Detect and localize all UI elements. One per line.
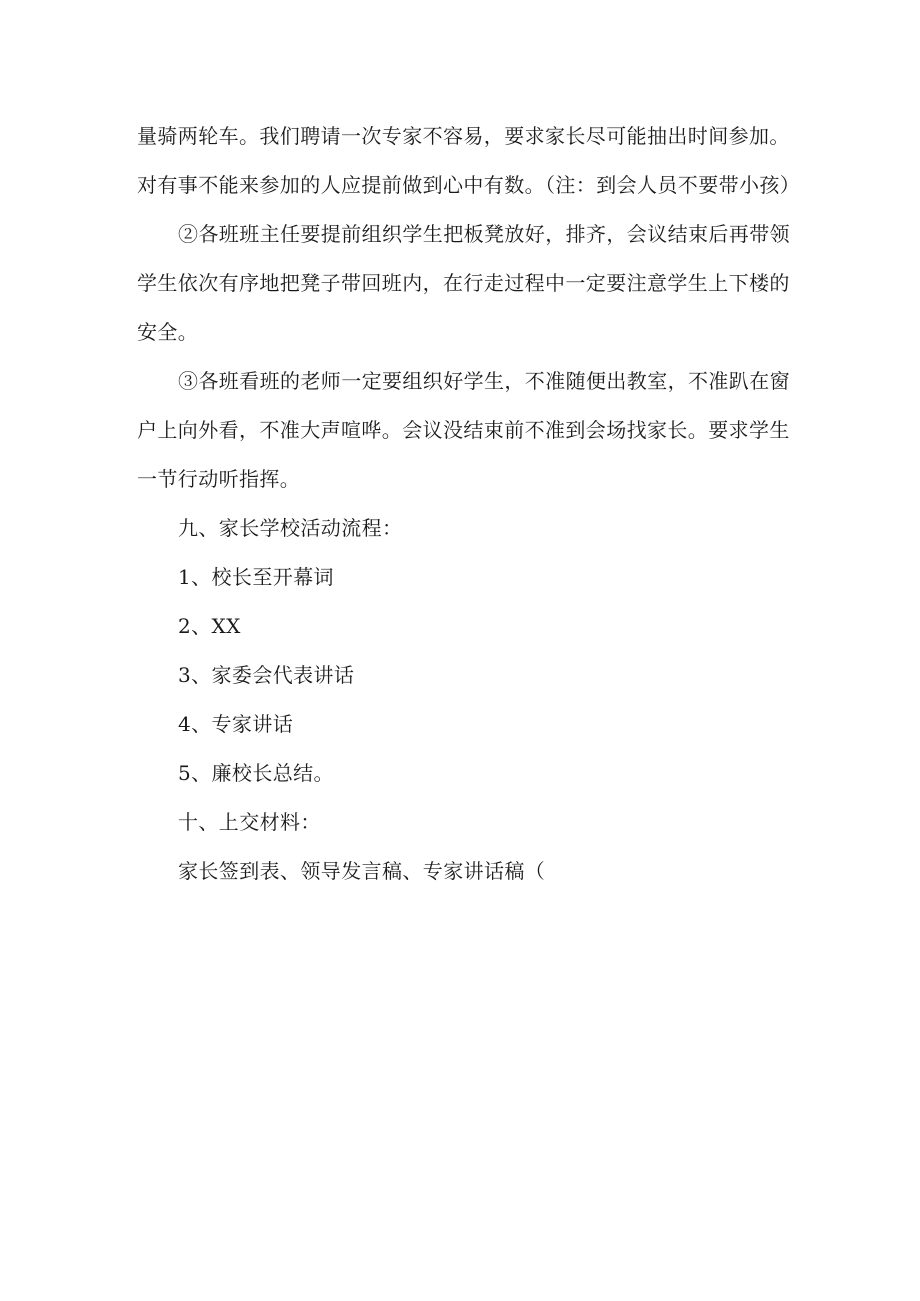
body-text-line: ②各班班主任要提前组织学生把板凳放好，排齐，会议结束后再带领	[178, 222, 790, 246]
body-text-line: 量骑两轮车。我们聘请一次专家不容易，要求家长尽可能抽出时间参加。	[137, 124, 790, 148]
body-text-line: 对有事不能来参加的人应提前做到心中有数。（注：到会人员不要带小孩）	[137, 173, 801, 197]
list-item: 1、校长至开幕词	[178, 565, 334, 589]
document-body	[137, 112, 801, 896]
body-text-line: 家长签到表、领导发言稿、专家讲话稿（	[178, 859, 546, 883]
body-text-line: 安全。	[137, 320, 199, 344]
body-text-line: 学生依次有序地把凳子带回班内，在行走过程中一定要注意学生上下楼的	[137, 271, 790, 295]
body-text-line: 户上向外看，不准大声喧哗。会议没结束前不准到会场找家长。要求学生	[137, 418, 790, 442]
section-heading: 十、上交材料：	[178, 810, 321, 834]
body-text-line: 一节行动听指挥。	[137, 467, 301, 491]
list-item: 4、专家讲话	[178, 712, 294, 736]
body-text-line: ③各班看班的老师一定要组织好学生，不准随便出教室，不准趴在窗	[178, 369, 790, 393]
section-heading: 九、家长学校活动流程：	[178, 516, 403, 540]
list-item: 2、XX	[178, 614, 241, 638]
list-item: 5、廉校长总结。	[178, 761, 334, 785]
list-item: 3、家委会代表讲话	[178, 663, 355, 687]
